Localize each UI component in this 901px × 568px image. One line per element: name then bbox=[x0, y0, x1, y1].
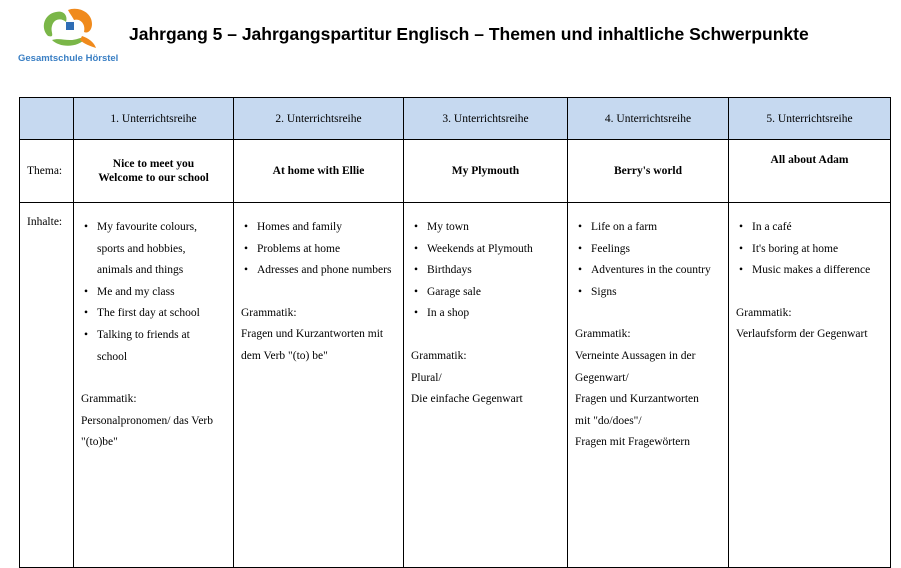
grammatik-line: mit "do/does"/ bbox=[575, 414, 642, 427]
inhalte-list bbox=[81, 217, 227, 368]
inhalte-item: • Garage sale bbox=[427, 282, 561, 304]
thema-cell bbox=[404, 140, 568, 203]
logo-text: Gesamtschule Hörstel bbox=[18, 53, 119, 64]
thema-row bbox=[20, 140, 891, 203]
thema-cell bbox=[74, 140, 234, 203]
inhalte-cell bbox=[74, 203, 234, 568]
inhalte-cell bbox=[404, 203, 568, 568]
thema-line: At home with Ellie bbox=[272, 165, 365, 177]
inhalte-item: • Feelings bbox=[591, 239, 722, 261]
grammatik-line: Fragen und Kurzantworten mit bbox=[241, 328, 384, 341]
inhalte-item: animals and things bbox=[97, 264, 184, 277]
inhalte-item: sports and hobbies, bbox=[97, 242, 186, 255]
grammatik-line: Gegenwart/ bbox=[575, 371, 629, 384]
inhalte-item: • In a café bbox=[752, 217, 884, 239]
thema-cell bbox=[729, 140, 891, 203]
inhalte-item: • In a shop bbox=[427, 303, 561, 325]
column-header: 3. Unterrichtsreihe bbox=[404, 98, 568, 140]
grammatik-block bbox=[411, 346, 561, 411]
thema-cell bbox=[568, 140, 729, 203]
inhalte-item: • Life on a farm bbox=[591, 217, 722, 239]
inhalte-list bbox=[575, 217, 722, 303]
inhalte-item: • Birthdays bbox=[427, 260, 561, 282]
column-header: 5. Unterrichtsreihe bbox=[729, 98, 891, 140]
inhalte-item: • Talking to friends at bbox=[97, 325, 227, 347]
school-logo bbox=[18, 6, 118, 64]
inhalte-list bbox=[736, 217, 884, 282]
corner-cell bbox=[20, 98, 74, 140]
inhalte-item: • My town bbox=[427, 217, 561, 239]
grammatik-line: Verneinte Aussagen in der bbox=[575, 349, 696, 362]
thema-label: Thema: bbox=[20, 140, 74, 203]
grammatik-label: Grammatik: bbox=[81, 393, 137, 406]
grammatik-block bbox=[575, 324, 722, 454]
grammatik-line: "(to)be" bbox=[81, 436, 118, 449]
page-title: Jahrgang 5 – Jahrgangspartitur Englisch – Themen und inhaltliche Schwerpunkte bbox=[129, 24, 809, 44]
grammatik-block bbox=[81, 389, 227, 454]
inhalte-label: Inhalte: bbox=[20, 203, 74, 568]
thema-line: All about Adam bbox=[770, 154, 849, 166]
inhalte-item: • Adresses and phone numbers bbox=[257, 260, 397, 282]
inhalte-row bbox=[20, 203, 891, 568]
inhalte-item: • The first day at school bbox=[97, 303, 227, 325]
inhalte-item: • It's boring at home bbox=[752, 239, 884, 261]
grammatik-label: Grammatik: bbox=[411, 349, 467, 362]
grammatik-line: Fragen mit Fragewörtern bbox=[575, 436, 690, 449]
header-row bbox=[20, 98, 891, 140]
inhalte-item: school bbox=[97, 350, 128, 363]
inhalte-item: • Weekends at Plymouth bbox=[427, 239, 561, 261]
column-header: 2. Unterrichtsreihe bbox=[234, 98, 404, 140]
inhalte-item: • Adventures in the country bbox=[591, 260, 722, 282]
grammatik-line: Fragen und Kurzantworten bbox=[575, 393, 699, 406]
grammatik-label: Grammatik: bbox=[241, 306, 297, 319]
grammatik-block bbox=[736, 303, 884, 346]
thema-line: Welcome to our school bbox=[98, 172, 209, 184]
inhalte-item: • My favourite colours, bbox=[97, 217, 227, 239]
grammatik-line: dem Verb "(to) be" bbox=[241, 349, 328, 362]
grammatik-block bbox=[241, 303, 397, 368]
inhalte-cell bbox=[568, 203, 729, 568]
inhalte-item: • Homes and family bbox=[257, 217, 397, 239]
inhalte-item: • Music makes a difference bbox=[752, 260, 884, 282]
grammatik-line: Die einfache Gegenwart bbox=[411, 393, 523, 406]
inhalte-item: • Signs bbox=[591, 282, 722, 304]
grammatik-line: Plural/ bbox=[411, 371, 442, 384]
grammatik-line: Verlaufsform der Gegenwart bbox=[736, 328, 868, 341]
inhalte-list bbox=[241, 217, 397, 282]
curriculum-table bbox=[19, 97, 891, 568]
inhalte-item: • Problems at home bbox=[257, 239, 397, 261]
thema-line: Berry's world bbox=[613, 165, 683, 177]
inhalte-list bbox=[411, 217, 561, 325]
thema-line: My Plymouth bbox=[451, 165, 520, 177]
inhalte-cell bbox=[729, 203, 891, 568]
school-logo-icon bbox=[38, 6, 100, 52]
thema-line: Nice to meet you bbox=[112, 158, 195, 170]
thema-cell bbox=[234, 140, 404, 203]
column-header: 4. Unterrichtsreihe bbox=[568, 98, 729, 140]
inhalte-item: • Me and my class bbox=[97, 282, 227, 304]
inhalte-cell bbox=[234, 203, 404, 568]
column-header: 1. Unterrichtsreihe bbox=[74, 98, 234, 140]
grammatik-line: Personalpronomen/ das Verb bbox=[81, 414, 214, 427]
grammatik-label: Grammatik: bbox=[736, 306, 792, 319]
grammatik-label: Grammatik: bbox=[575, 328, 631, 341]
